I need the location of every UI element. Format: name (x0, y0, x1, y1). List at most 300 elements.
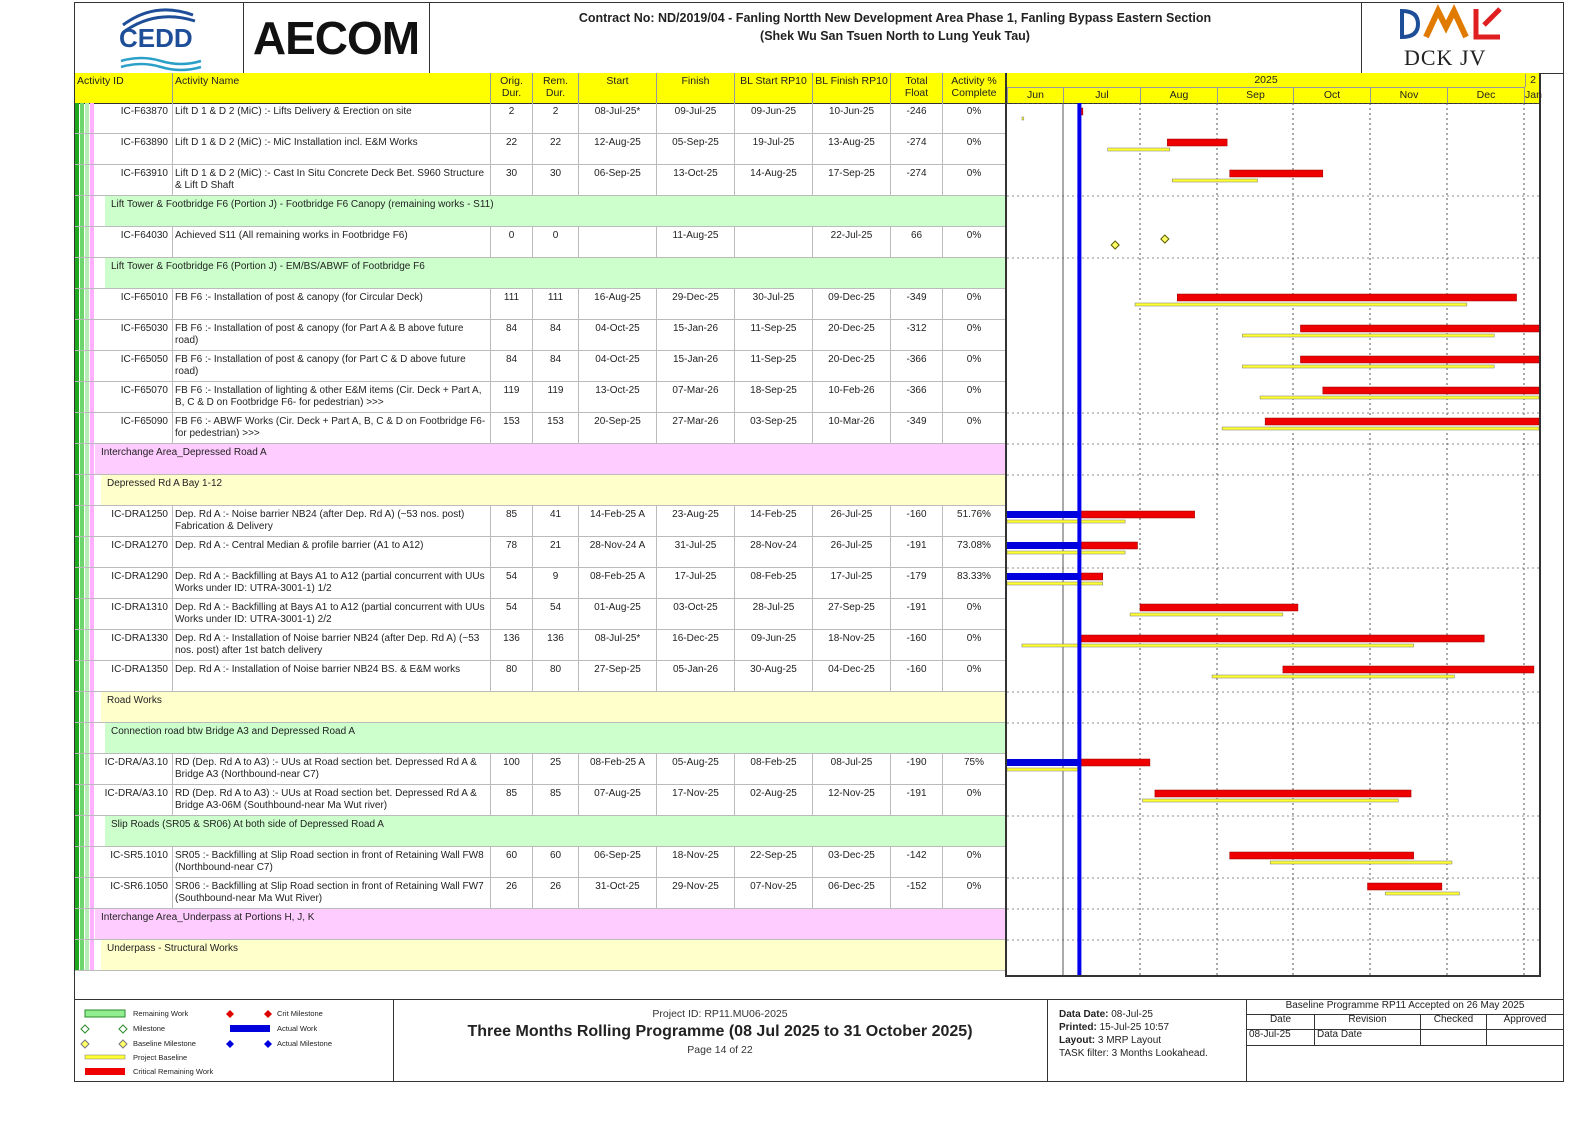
timescale-year: 2025 (1007, 74, 1525, 88)
wbs-band (80, 754, 84, 784)
legend-critical-remaining: Critical Remaining Work (133, 1067, 214, 1076)
total-float: -142 (891, 847, 943, 877)
group-label: Road Works (107, 695, 162, 706)
bl-finish: 13-Aug-25 (813, 134, 891, 164)
bl-finish: 22-Jul-25 (813, 227, 891, 257)
contract-title (429, 3, 1361, 73)
activity-name: SR06 :- Backfilling at Slip Road section in front of Retaining Wall FW7 (Southbound-near Ma Wut River) (173, 878, 491, 908)
timescale-month: Sep (1217, 88, 1293, 103)
contract-line-1: Contract No: ND/2019/04 - Fanling Nortth New Development Area Phase 1, Fanling Bypass Eastern Section (578, 11, 1212, 25)
wbs-band (85, 382, 89, 412)
wbs-band (85, 320, 89, 350)
data-date-value: 08-Jul-25 (1111, 1009, 1153, 1020)
wbs-group-row (75, 940, 1005, 971)
bl-start: 19-Jul-25 (735, 134, 813, 164)
orig-duration: 0 (491, 227, 533, 257)
timescale-month: Dec (1447, 88, 1524, 103)
activity-id: IC-F65030 (101, 320, 173, 350)
wbs-band (85, 351, 89, 381)
rem-duration: 80 (533, 661, 579, 691)
table-row (75, 599, 1005, 630)
bl-start: 02-Aug-25 (735, 785, 813, 815)
activity-name: Lift D 1 & D 2 (MiC) :- MiC Installation incl. E&M Works (173, 134, 491, 164)
critical-remaining-bar (1300, 325, 1539, 332)
actual-work-bar (1007, 511, 1080, 518)
legend-symbols (75, 1000, 393, 1082)
critical-remaining-bar (1080, 573, 1102, 580)
rev-col-approved: Approved (1503, 1014, 1547, 1025)
wbs-band (90, 444, 94, 474)
legend-baseline-milestone: Baseline Milestone (133, 1039, 196, 1048)
rem-duration: 60 (533, 847, 579, 877)
timescale-month: Jun (1007, 88, 1063, 103)
wbs-band (85, 754, 89, 784)
activity-name: Dep. Rd A :- Central Median & profile barrier (A1 to A12) (173, 537, 491, 567)
wbs-band (85, 103, 89, 133)
rem-duration: 2 (533, 103, 579, 133)
wbs-band (85, 630, 89, 660)
group-fill (101, 475, 1005, 505)
finish-date: 05-Jan-26 (657, 661, 735, 691)
wbs-band (85, 661, 89, 691)
pct-complete: 75% (963, 757, 984, 768)
bl-finish: 17-Sep-25 (813, 165, 891, 195)
wbs-band (80, 940, 84, 970)
bl-start: 14-Feb-25 (735, 506, 813, 536)
rem-duration: 41 (533, 506, 579, 536)
wbs-band (75, 382, 79, 412)
total-float: -349 (891, 413, 943, 443)
wbs-band (85, 258, 89, 288)
gantt-bars (1007, 103, 1539, 975)
critical-remaining-bar (1080, 635, 1484, 642)
bl-finish: 17-Jul-25 (813, 568, 891, 598)
rev-approved (1487, 1029, 1563, 1045)
orig-duration: 54 (491, 568, 533, 598)
rev-checked (1421, 1029, 1487, 1045)
table-row (75, 506, 1005, 537)
start-date: 04-Oct-25 (579, 320, 657, 350)
activity-name: Dep. Rd A :- Backfilling at Bays A1 to A12 (partial concurrent with UUs Works under ID: UTRA-3001-1) 2/2 (173, 599, 491, 629)
baseline-bar (1007, 582, 1103, 585)
wbs-band (80, 692, 84, 722)
orig-duration: 30 (491, 165, 533, 195)
wbs-band (75, 568, 79, 598)
wbs-band (75, 103, 79, 133)
rev-col-date: Date (1247, 1014, 1315, 1029)
timescale-month: Oct (1293, 88, 1370, 103)
pct-complete: 0% (966, 664, 982, 675)
group-label: Lift Tower & Footbridge F6 (Portion J) - EM/BS/ABWF of Footbridge F6 (111, 261, 425, 272)
activity-id: IC-DRA/A3.10 (101, 785, 173, 815)
orig-duration: 60 (491, 847, 533, 877)
group-label: Interchange Area_Depressed Road A (101, 447, 267, 458)
rem-duration: 111 (533, 289, 579, 319)
timescale-month: Aug (1140, 88, 1217, 103)
wbs-band (75, 227, 79, 257)
wbs-band (90, 568, 94, 598)
bl-finish: 20-Dec-25 (813, 351, 891, 381)
critical-remaining-bar (1230, 852, 1414, 859)
bl-start: 09-Jun-25 (735, 630, 813, 660)
col-orig-dur-line1: Orig. (500, 75, 523, 87)
activity-table (75, 73, 1005, 975)
column-header-row (75, 73, 1005, 104)
critical-remaining-bar (1080, 511, 1194, 518)
baseline-bar (1385, 892, 1459, 895)
wbs-band (90, 723, 94, 753)
rem-duration: 21 (533, 537, 579, 567)
wbs-band (90, 754, 94, 784)
wbs-band (75, 754, 79, 784)
wbs-band (90, 289, 94, 319)
finish-date: 17-Jul-25 (657, 568, 735, 598)
rem-duration: 119 (533, 382, 579, 412)
footer-title-block (393, 1000, 1048, 1082)
programme-sheet (74, 2, 1564, 1082)
wbs-band (75, 878, 79, 908)
orig-duration: 153 (491, 413, 533, 443)
dck-jv-logo (1361, 3, 1564, 73)
wbs-band (85, 444, 89, 474)
finish-date: 16-Dec-25 (657, 630, 735, 660)
col-rem-dur (533, 73, 579, 103)
orig-duration: 119 (491, 382, 533, 412)
total-float: -152 (891, 878, 943, 908)
table-row (75, 351, 1005, 382)
rem-duration: 85 (533, 785, 579, 815)
wbs-band (85, 134, 89, 164)
activity-id: IC-F65070 (101, 382, 173, 412)
baseline-bar (1130, 613, 1283, 616)
wbs-band (80, 289, 84, 319)
wbs-band (90, 630, 94, 660)
wbs-band (85, 723, 89, 753)
total-float: -274 (891, 165, 943, 195)
baseline-bar (1212, 675, 1454, 678)
activity-name: FB F6 :- Installation of post & canopy (for Part C & D above future road) (173, 351, 491, 381)
activity-id: IC-SR5.1010 (101, 847, 173, 877)
finish-date: 27-Mar-26 (657, 413, 735, 443)
bl-start (735, 227, 813, 257)
baseline-bar (1172, 179, 1257, 182)
start-date: 12-Aug-25 (579, 134, 657, 164)
critical-remaining-bar (1265, 418, 1539, 425)
table-row (75, 568, 1005, 599)
pct-complete: 73.08% (957, 540, 991, 551)
pct-complete: 0% (966, 230, 982, 241)
wbs-band (75, 289, 79, 319)
cedd-logo (75, 3, 244, 73)
critical-remaining-bar (1080, 759, 1150, 766)
activity-id: IC-SR6.1050 (101, 878, 173, 908)
activity-name: RD (Dep. Rd A to A3) :- UUs at Road section bet. Depressed Rd A & Bridge A3 (Northbound-near C7) (173, 754, 491, 784)
col-activity-id: Activity ID (75, 73, 173, 103)
wbs-group-row (75, 258, 1005, 289)
pct-complete: 0% (966, 385, 982, 396)
orig-duration: 136 (491, 630, 533, 660)
bl-finish: 20-Dec-25 (813, 320, 891, 350)
wbs-band (75, 940, 79, 970)
bl-finish: 10-Jun-25 (813, 103, 891, 133)
start-date: 14-Feb-25 A (579, 506, 657, 536)
bl-finish: 03-Dec-25 (813, 847, 891, 877)
start-date: 16-Aug-25 (579, 289, 657, 319)
wbs-band (85, 878, 89, 908)
page-footer (75, 999, 1563, 1082)
wbs-band (80, 506, 84, 536)
finish-date: 29-Dec-25 (657, 289, 735, 319)
rem-duration: 30 (533, 165, 579, 195)
group-label: Interchange Area_Underpass at Portions H, J, K (101, 912, 315, 923)
wbs-band (85, 909, 89, 939)
col-orig-dur-line2: Dur. (501, 87, 522, 99)
start-date: 27-Sep-25 (579, 661, 657, 691)
page-header (75, 3, 1563, 74)
wbs-band (85, 227, 89, 257)
col-bl-finish: BL Finish RP10 (813, 73, 891, 103)
total-float: -274 (891, 134, 943, 164)
total-float: 66 (891, 227, 943, 257)
wbs-band (75, 599, 79, 629)
table-row (75, 878, 1005, 909)
wbs-band (90, 475, 94, 505)
orig-duration: 100 (491, 754, 533, 784)
wbs-band (90, 165, 94, 195)
wbs-band (75, 351, 79, 381)
start-date: 08-Feb-25 A (579, 568, 657, 598)
wbs-band (80, 165, 84, 195)
wbs-band (75, 320, 79, 350)
total-float: -190 (891, 754, 943, 784)
wbs-band (80, 475, 84, 505)
wbs-band (90, 227, 94, 257)
wbs-band (90, 661, 94, 691)
wbs-band (85, 785, 89, 815)
orig-duration: 111 (491, 289, 533, 319)
bl-finish: 12-Nov-25 (813, 785, 891, 815)
rem-duration: 9 (533, 568, 579, 598)
baseline-note: Baseline Programme RP11 Accepted on 26 May 2025 (1285, 1000, 1525, 1011)
total-float: -179 (891, 568, 943, 598)
wbs-band (80, 847, 84, 877)
col-pct-complete (943, 73, 1005, 103)
activity-name: Achieved S11 (All remaining works in Footbridge F6) (173, 227, 491, 257)
wbs-band (80, 444, 84, 474)
col-rem-dur-line2: Dur. (545, 87, 566, 99)
wbs-band (80, 723, 84, 753)
finish-date: 23-Aug-25 (657, 506, 735, 536)
col-total-float-line2: Float (904, 87, 929, 99)
wbs-band (90, 103, 94, 133)
wbs-band (85, 165, 89, 195)
wbs-band (80, 351, 84, 381)
timescale-month: Jul (1063, 88, 1140, 103)
legend (75, 1000, 394, 1082)
start-date: 08-Feb-25 A (579, 754, 657, 784)
pct-complete: 0% (966, 416, 982, 427)
col-total-float (891, 73, 943, 103)
wbs-band (80, 599, 84, 629)
critical-remaining-bar (1177, 294, 1516, 301)
wbs-band (85, 537, 89, 567)
wbs-group-row (75, 723, 1005, 754)
baseline-bar (1135, 303, 1467, 306)
legend-milestone: Milestone (133, 1024, 166, 1033)
aecom-logo-text: AECOM (252, 12, 420, 64)
rem-duration: 25 (533, 754, 579, 784)
wbs-band (80, 320, 84, 350)
start-date: 13-Oct-25 (579, 382, 657, 412)
activity-id: IC-DRA1350 (101, 661, 173, 691)
bl-start: 09-Jun-25 (735, 103, 813, 133)
wbs-group-row (75, 444, 1005, 475)
wbs-band (75, 475, 79, 505)
cedd-logo-text: CEDD (119, 23, 193, 53)
wbs-band (80, 568, 84, 598)
rev-col-revision: Revision (1315, 1014, 1421, 1029)
critical-remaining-bar (1323, 387, 1539, 394)
rem-duration: 22 (533, 134, 579, 164)
pct-complete: 0% (966, 137, 982, 148)
col-total-float-line1: Total (905, 75, 928, 87)
wbs-group-row (75, 475, 1005, 506)
wbs-band (75, 785, 79, 815)
rem-duration: 26 (533, 878, 579, 908)
activity-id: IC-F64030 (101, 227, 173, 257)
start-date (579, 227, 657, 257)
orig-duration: 84 (491, 351, 533, 381)
wbs-band (75, 537, 79, 567)
bl-start: 07-Nov-25 (735, 878, 813, 908)
wbs-band (90, 816, 94, 846)
pct-complete: 0% (966, 354, 982, 365)
orig-duration: 80 (491, 661, 533, 691)
activity-id: IC-F63910 (101, 165, 173, 195)
legend-actual-work: Actual Work (277, 1024, 318, 1033)
wbs-band (80, 816, 84, 846)
orig-duration: 22 (491, 134, 533, 164)
milestone-icon (1161, 235, 1169, 243)
wbs-band (90, 692, 94, 722)
wbs-band (85, 289, 89, 319)
total-float: -366 (891, 351, 943, 381)
start-date: 06-Sep-25 (579, 165, 657, 195)
bl-finish: 26-Jul-25 (813, 537, 891, 567)
wbs-band (75, 258, 79, 288)
group-fill (101, 692, 1005, 722)
wbs-band (80, 258, 84, 288)
table-row (75, 754, 1005, 785)
wbs-band (80, 413, 84, 443)
finish-date: 11-Aug-25 (657, 227, 735, 257)
start-date: 28-Nov-24 A (579, 537, 657, 567)
wbs-band (75, 506, 79, 536)
table-row (75, 134, 1005, 165)
actual-work-bar (1007, 759, 1080, 766)
timescale-month: Nov (1370, 88, 1447, 103)
baseline-bar (1108, 148, 1170, 151)
bl-finish: 09-Dec-25 (813, 289, 891, 319)
wbs-band (85, 816, 89, 846)
finish-date: 07-Mar-26 (657, 382, 735, 412)
rev-col-checked: Checked (1421, 1014, 1487, 1029)
bl-finish: 18-Nov-25 (813, 630, 891, 660)
bl-finish: 26-Jul-25 (813, 506, 891, 536)
orig-duration: 26 (491, 878, 533, 908)
start-date: 20-Sep-25 (579, 413, 657, 443)
wbs-band (75, 165, 79, 195)
finish-date: 15-Jan-26 (657, 320, 735, 350)
wbs-band (80, 134, 84, 164)
baseline-bar (1007, 520, 1125, 523)
bl-start: 18-Sep-25 (735, 382, 813, 412)
actual-work-bar (1007, 573, 1080, 580)
activity-name: Dep. Rd A :- Backfilling at Bays A1 to A12 (partial concurrent with UUs Works under ID: UTRA-3001-1) 1/2 (173, 568, 491, 598)
wbs-band (85, 692, 89, 722)
activity-name: FB F6 :- Installation of post & canopy (for Circular Deck) (173, 289, 491, 319)
rem-duration: 0 (533, 227, 579, 257)
dck-emblem-icon (1362, 3, 1564, 47)
wbs-group-row (75, 909, 1005, 940)
wbs-group-row (75, 816, 1005, 847)
finish-date: 03-Oct-25 (657, 599, 735, 629)
table-row (75, 103, 1005, 134)
wbs-band (75, 692, 79, 722)
total-float: -191 (891, 599, 943, 629)
wbs-band (75, 723, 79, 753)
table-row (75, 289, 1005, 320)
rem-duration: 84 (533, 320, 579, 350)
actual-work-bar (1007, 542, 1080, 549)
bl-start: 03-Sep-25 (735, 413, 813, 443)
wbs-band (85, 413, 89, 443)
wbs-band (90, 134, 94, 164)
task-filter: TASK filter: 3 Months Lookahead. (1059, 1048, 1208, 1059)
col-rem-dur-line1: Rem. (542, 75, 569, 87)
start-date: 08-Jul-25* (579, 630, 657, 660)
activity-name: Lift D 1 & D 2 (MiC) :- Cast In Situ Concrete Deck Bet. S960 Structure & Lift D Shaft (173, 165, 491, 195)
rev-text: Data Date (1315, 1029, 1421, 1045)
bl-start: 11-Sep-25 (735, 351, 813, 381)
bl-finish: 10-Feb-26 (813, 382, 891, 412)
revision-table (1247, 1000, 1563, 1082)
table-row (75, 661, 1005, 692)
orig-duration: 54 (491, 599, 533, 629)
baseline-bar (1260, 396, 1539, 399)
wbs-band (90, 506, 94, 536)
wbs-band (85, 475, 89, 505)
orig-duration: 85 (491, 785, 533, 815)
revision-header-row (1247, 1014, 1563, 1030)
group-label: Depressed Rd A Bay 1-12 (107, 478, 223, 489)
activity-id: IC-F63890 (101, 134, 173, 164)
col-pct-line1: Activity % (951, 75, 997, 87)
finish-date: 09-Jul-25 (657, 103, 735, 133)
bl-finish: 06-Dec-25 (813, 878, 891, 908)
wbs-band (85, 940, 89, 970)
bl-start: 08-Feb-25 (735, 754, 813, 784)
total-float: -191 (891, 785, 943, 815)
aecom-logo (243, 3, 430, 73)
critical-remaining-bar (1283, 666, 1534, 673)
wbs-band (80, 103, 84, 133)
data-date-label: Data Date: (1059, 1009, 1109, 1020)
activity-id: IC-DRA1250 (101, 506, 173, 536)
activity-id: IC-F63870 (101, 103, 173, 133)
start-date: 31-Oct-25 (579, 878, 657, 908)
wbs-band (90, 382, 94, 412)
